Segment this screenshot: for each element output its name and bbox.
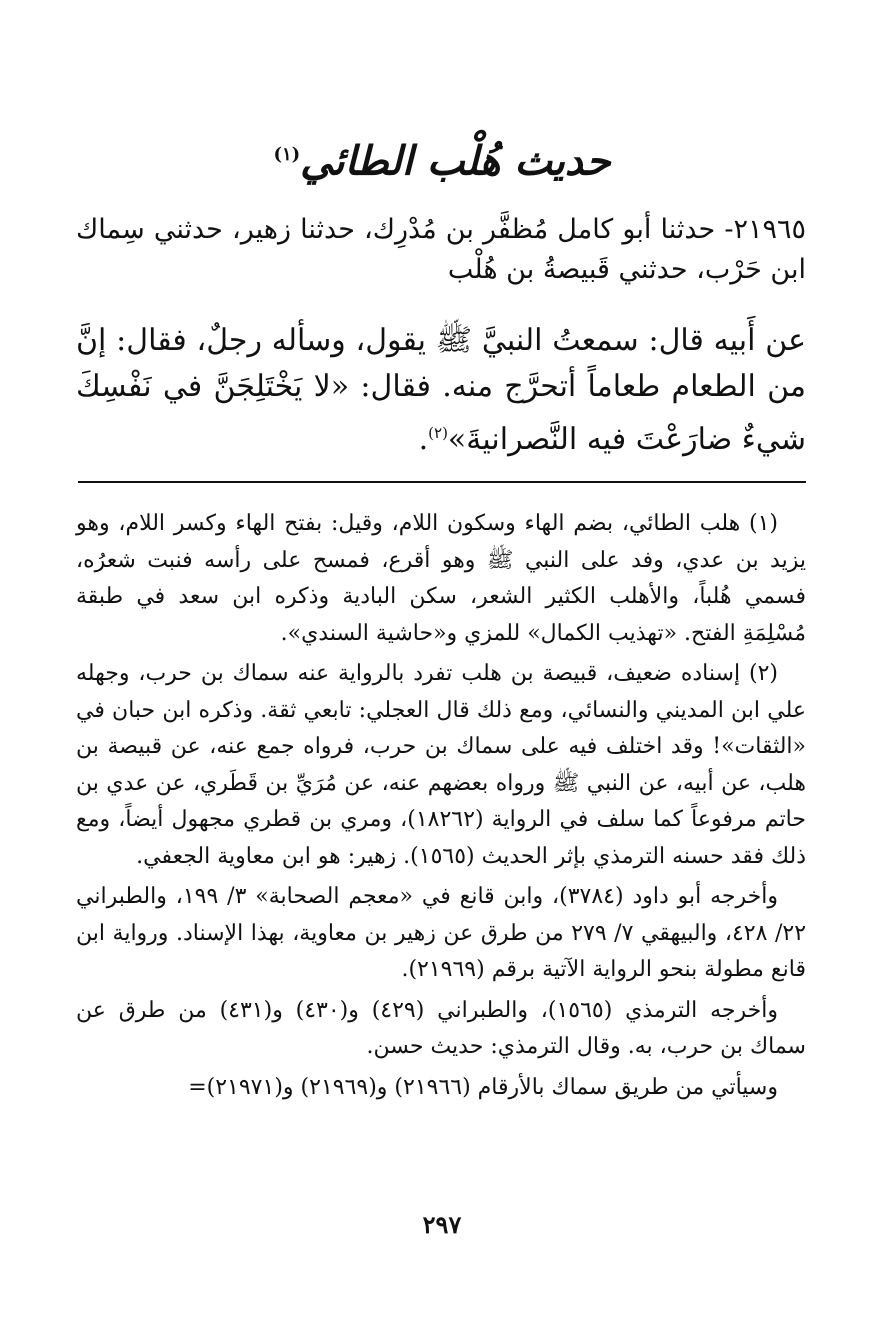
hadith-matn-text: عن أَبيه قال: سمعتُ النبيَّ ﷺ يقول، وسأله رجلٌ، فقال: إنَّ من الطعام طعاماً أتحرَّج منه. فقال: «لا يَخْتَلِجَنَّ في نَفْسِكَ شيءٌ ضارَعْتَ فيه النَّصرانيةَ» [76,323,806,457]
footnote-separator [78,481,806,483]
footnote-2: (٢) إسناده ضعيف، قبيصة بن هلب تفرد بالرواية عنه سماك بن حرب، وجهله علي ابن المديني والنسائي، ومع ذلك قال العجلي: تابعي ثقة. وذكره ابن حبان في «الثقات»! وقد اختلف فيه على سماك بن حرب، فرواه جمع عنه، عن قبيصة بن هلب، عن أبيه، عن النبي ﷺ ورواه بعضهم عنه، عن مُرَيِّ بن قَطَري، عن عدي بن حاتم مرفوعاً كما سلف في الرواية (١٨٢٦٢)، ومري بن قطري مجهول أيضاً، ومع ذلك فقد حسنه الترمذي بإثر الحديث (١٥٦٥). زهير: هو ابن معاوية الجعفي. [76,661,806,869]
footnote-2-continuation: وأخرجه أبو داود (٣٧٨٤)، وابن قانع في «معجم الصحابة» ٣/ ١٩٩، والطبراني ٢٢/ ٤٢٨، والبيهقي ٧/ ٢٧٩ من طرق عن زهير بن معاوية، بهذا الإسناد. ورواية ابن قانع مطولة بنحو الرواية الآتية برقم (٢١٩٦٩). [76,884,807,982]
footnotes [76,506,806,1110]
page-number: ٢٩٧ [422,1210,462,1239]
matn-end-mark: . [418,422,429,457]
footnote-1: (١) هلب الطائي، بضم الهاء وسكون اللام، وقيل: بفتح الهاء وكسر اللام، وهو يزيد بن عدي، وفد على النبي ﷺ وهو أقرع، فمسح على رأسه فنبت شعرُه، فسمي هُلباً، والأهلب الكثير الشعر، سكن البادية وذكره ابن سعد في طبقة مُسْلِمَةِ الفتح. «تهذيب الكمال» للمزي و«حاشية السندي». [76,511,806,646]
hadith-section-heading [0,120,884,196]
hadith-matn [76,318,806,463]
footnote-2-continuation: وسيأتي من طريق سماك بالأرقام (٢١٩٦٦) و(٢١٩٦٩) و(٢١٩٧١)= [188,1074,778,1100]
hadith-isnad: ٢١٩٦٥- حدثنا أبو كامل مُظفَّر بن مُدْرِك، حدثنا زهير، حدثني سِماك ابن حَرْب، حدثني قَبيصةُ بن هُلْب [76,214,806,285]
matn-footnote-ref: (٢) [428,424,448,442]
footnote-2-continuation: وأخرجه الترمذي (١٥٦٥)، والطبراني (٤٢٩) و(٤٣٠) و(٤٣١) من طرق عن سماك بن حرب، به. وقال الترمذي: حديث حسن. [76,997,806,1059]
heading-footnote-ref: (١) [273,144,301,165]
heading-title: حديث هُلْب الطائي [300,137,611,185]
